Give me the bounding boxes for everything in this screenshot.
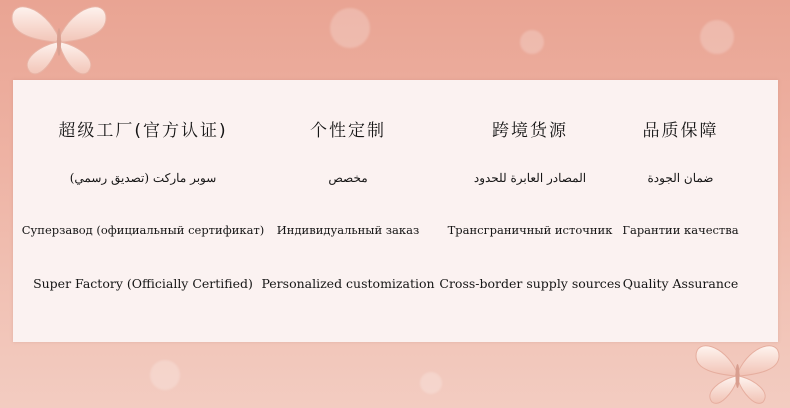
butterfly-icon xyxy=(690,338,785,408)
feature-english: Quality Assurance xyxy=(622,276,739,291)
feature-english: Super Factory (Officially Certified) xyxy=(33,276,253,291)
feature-column-factory xyxy=(21,80,265,342)
feature-english: Cross-border supply sources xyxy=(439,276,621,291)
feature-arabic: مخصص xyxy=(328,171,368,185)
feature-title: 超级工厂(官方认证) xyxy=(58,121,228,141)
feature-russian: Гарантии качества xyxy=(622,223,739,237)
feature-english: Personalized customization xyxy=(261,276,435,291)
feature-arabic: سوبر ماركت (تصديق رسمي) xyxy=(69,171,217,185)
bokeh-dot xyxy=(150,360,180,390)
bokeh-dot xyxy=(420,372,442,394)
feature-column-quality xyxy=(618,80,743,342)
bokeh-dot xyxy=(700,20,734,54)
butterfly-icon xyxy=(4,0,114,80)
feature-title: 跨境货源 xyxy=(492,121,568,141)
feature-arabic: ضمان الجودة xyxy=(647,171,714,185)
features-panel xyxy=(13,80,778,342)
feature-russian: Трансграничный источник xyxy=(447,223,613,237)
feature-arabic: المصادر العابرة للحدود xyxy=(473,171,587,185)
feature-russian: Суперзавод (официальный сертификат) xyxy=(21,223,265,237)
feature-title: 品质保障 xyxy=(642,121,719,141)
feature-column-customization xyxy=(263,80,433,342)
bokeh-dot xyxy=(330,8,370,48)
bokeh-dot xyxy=(520,30,544,54)
feature-russian: Индивидуальный заказ xyxy=(276,223,420,237)
feature-title: 个性定制 xyxy=(310,121,386,141)
feature-column-supply xyxy=(440,80,620,342)
